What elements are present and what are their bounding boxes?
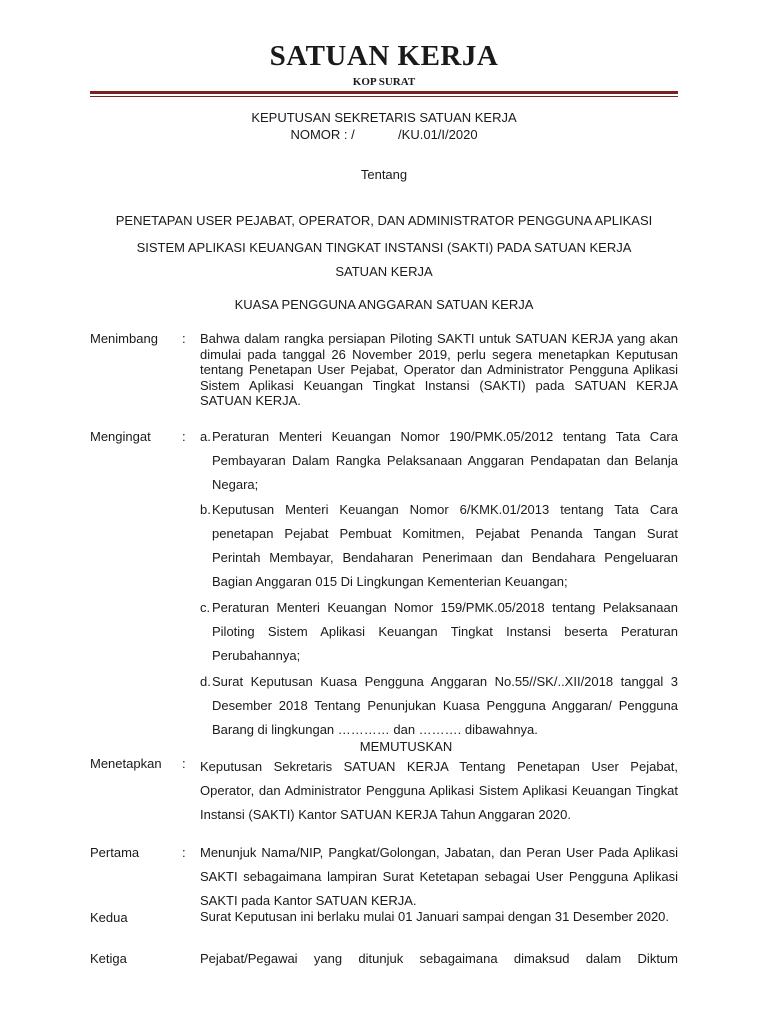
- kedua-text: Surat Keputusan ini berlaku mulai 01 Januari sampai dengan 31 Desember 2020.: [200, 909, 670, 924]
- decree-title: KEPUTUSAN SEKRETARIS SATUAN KERJA: [251, 110, 517, 125]
- menimbang-text: Bahwa dalam rangka persiapan Piloting SAKTI untuk SATUAN KERJA yang akan dimulai pada tanggal 26 November 2019, perlu segera menetapkan Keputusan tentang Penetapan User Pejabat, Operator dan Administrator Pengguna Aplikasi Sistem Aplikasi Keuangan Tingkat Instansi (SAKTI) pada SATUAN KERJA SATUAN KERJA.: [200, 331, 678, 408]
- menetapkan-text: Keputusan Sekretaris SATUAN KERJA Tentang Penetapan User Pejabat, Operator, dan Administrator Pengguna Aplikasi Sistem Aplikasi Keuangan Tingkat Instansi (SAKTI) Kantor SATUAN KERJA Tahun Anggaran 2020.: [200, 759, 678, 822]
- decree-authority: KUASA PENGGUNA ANGGARAN SATUAN KERJA: [234, 297, 534, 312]
- letterhead-subtitle: KOP SURAT: [352, 76, 416, 88]
- mengingat-colon: :: [182, 429, 186, 444]
- memutuskan-heading: MEMUTUSKAN: [359, 739, 453, 754]
- decree-subject-line-1: PENETAPAN USER PEJABAT, OPERATOR, DAN ADMINISTRATOR PENGGUNA APLIKASI: [115, 213, 653, 228]
- menetapkan-label: Menetapkan: [90, 756, 162, 771]
- decree-tentang: Tentang: [360, 167, 408, 182]
- pertama-label: Pertama: [90, 845, 140, 860]
- mengingat-item-letter: c.: [200, 600, 211, 615]
- mengingat-item: Peraturan Menteri Keuangan Nomor 190/PMK.05/2012 tentang Tata Cara Pembayaran Dalam Rangka Pelaksanaan Anggaran Pendapatan dan Belanja Negara;: [212, 429, 678, 492]
- menimbang-label: Menimbang: [90, 331, 158, 346]
- decree-number: NOMOR : / /KU.01/I/2020: [290, 127, 478, 142]
- pertama-colon: :: [182, 845, 186, 860]
- pertama-text: Menunjuk Nama/NIP, Pangkat/Golongan, Jabatan, dan Peran User Pada Aplikasi SAKTI sebagaimana lampiran Surat Ketetapan sebagai User Pengguna Aplikasi SAKTI pada Kantor SATUAN KERJA.: [200, 845, 678, 908]
- mengingat-item: Peraturan Menteri Keuangan Nomor 159/PMK.05/2018 tentang Pelaksanaan Piloting Sistem Aplikasi Keuangan Tingkat Instansi beserta Peraturan Perubahannya;: [212, 600, 678, 663]
- decree-subject-line-3: SATUAN KERJA: [335, 264, 433, 279]
- ketiga-label: Ketiga: [90, 951, 127, 966]
- ketiga-text: Pejabat/Pegawai yang ditunjuk sebagaimana dimaksud dalam Diktum: [200, 951, 678, 966]
- letterhead-title: SATUAN KERJA: [269, 40, 499, 72]
- mengingat-item-letter: b.: [200, 502, 211, 517]
- decree-subject-line-2: SISTEM APLIKASI KEUANGAN TINGKAT INSTANSI (SAKTI) PADA SATUAN KERJA: [136, 240, 632, 255]
- letterhead-rule-thin: [90, 96, 678, 97]
- menimbang-colon: :: [182, 331, 186, 346]
- mengingat-item: Keputusan Menteri Keuangan Nomor 6/KMK.01/2013 tentang Tata Cara penetapan Pejabat Pembuat Komitmen, Pejabat Penanda Tangan Surat Perintah Membayar, Bendaharan Penerimaan dan Bendahara Pengeluaran Bagian Anggaran 015 Di Lingkungan Kementerian Keuangan;: [212, 502, 678, 589]
- kedua-label: Kedua: [90, 910, 128, 925]
- menetapkan-colon: :: [182, 756, 186, 771]
- mengingat-item-letter: d.: [200, 674, 211, 689]
- mengingat-item-letter: a.: [200, 429, 211, 444]
- mengingat-label: Mengingat: [90, 429, 151, 444]
- letterhead-rule-thick: [90, 91, 678, 94]
- mengingat-item: Surat Keputusan Kuasa Pengguna Anggaran No.55//SK/..XII/2018 tanggal 3 Desember 2018 Tentang Penunjukan Kuasa Pengguna Anggaran/ Pengguna Barang di lingkungan ………… dan ………. dibawahnya.: [212, 674, 678, 737]
